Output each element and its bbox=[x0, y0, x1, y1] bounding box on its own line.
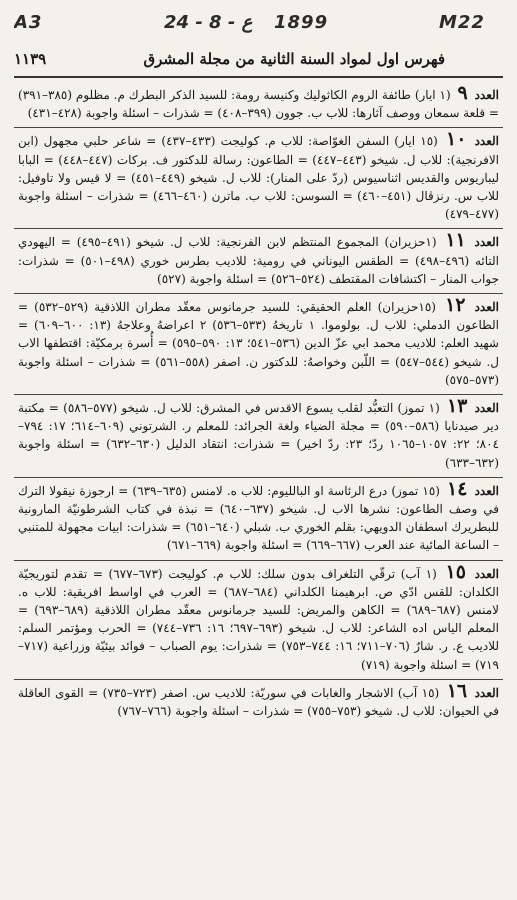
entry-text: (١٥ آب) الاشجار والغابات في سوريّة: للاديب س. اصفر (٧٢٣–٧٣٥) = القوى العاقلة في الحيوان: للاب ل. شيخو (٧٥٣–٧٥٥) = شذرات – اسئلة واجوبة (٧٦٦–٧٦٧) bbox=[18, 685, 499, 719]
index-entry bbox=[14, 477, 503, 561]
entry-label: العدد bbox=[474, 566, 499, 581]
entry-number: ١١ bbox=[445, 229, 466, 252]
entry-label: العدد bbox=[474, 685, 499, 700]
entry-text: (١حزيران) المجموع المنتظم لابن الفرنجية: للاب ل. شيخو (٤٩١–٤٩٥) = اليهودي التائه (٤٩٦–٤٩٨) = الطقس اليوناني في رومية: للاديب بطرس خوري (٤٩٨–٥٠١) = شذرات: جواب المنار – اكتشافات المقتطف (٥٢٤–٥٢٦) = اسئلة واجوبة (٥٢٧) bbox=[18, 235, 500, 286]
index-entries bbox=[14, 84, 503, 725]
document-page bbox=[14, 6, 503, 892]
entry-number: ٩ bbox=[457, 82, 468, 104]
entry-number: ١٣ bbox=[446, 395, 468, 418]
entry-label: العدد bbox=[474, 483, 499, 498]
handwritten-annotations bbox=[14, 6, 503, 46]
handwritten-left-mark: A3 bbox=[14, 12, 43, 33]
entry-label: العدد bbox=[474, 134, 499, 149]
page-number: ١١٣٩ bbox=[14, 50, 47, 68]
entry-number: ١٠ bbox=[445, 128, 467, 151]
entry-number: ١٢ bbox=[445, 294, 466, 317]
handwritten-right-mark: M22 bbox=[439, 12, 485, 33]
page-title: فهرس اول لمواد السنة الثانية من مجلة المشرق bbox=[143, 50, 445, 68]
entry-text: (١ آب) ترقّي التلغراف بدون سلك: للاب م. كوليجت (٦٧٣–٦٧٧) = تقدم لتوريجيّة الكلدان: للقس ادّي ص. ابرهيمنا الكلداني (٦٨٤–٦٨٧) = العرب في اواسط افريقية: للاب ه. لامنس (٦٨٧–٦٨٩) = الكاهن والمريض: للسيد جرمانوس معقّد مطران اللاذقية (٦٨٩–٦٩٣) = المعلم الياس اده الشاعر: للاب ل. شيخو (٦٩٣–٦٩٧؛ ١٦: ٧٣٦–٧٤٤) = الحرب ومؤتمر السلم: للاديب ع. ر. شارٌ (٧٠٦–٧١١؛ ١٦: ٧٤٤–٧٥٣) = شذرات: يوم الصباب – فوائد بيئيّة وزراعية (٧١٧–٧١٩) = اسئلة واجوبة (٧١٩) bbox=[18, 566, 500, 672]
entry-text: (١ تموز) التعبُّد لقلب يسوع الاقدس في المشرق: للاب ل. شيخو (٥٧٧–٥٨٦) = مكتبة دير صيدنايا (٥٨٦–٥٩٠) = مجلة الضياء ولغة الجرائد: للمعلم ر. الشرتوني (٦٠٩–٦١٤؛ ١٧: ٧٩٤–٨٠٤؛ ٢٢: ١٠٥٧–١٠٦٥ ردّ؛ ٢٣: ردّ اخير) = شذرات: انتقاد الدليل (٦٣٠–٦٣٢) = اسئلة واجوبة (٦٣٢–٦٣٣) bbox=[18, 401, 500, 470]
entry-text: (١ ايار) طائفة الروم الكاثوليك وكنيسة رومة: للسيد الذكر البطرك م. مظلوم (٣٨٥–٣٩١) = قلعة سمعان ووصف آثارها: للاب ب. جوون (٣٩٩–٤٠٨) = شذرات – اسئلة واجوبة (٤٢٨–٤٣١) bbox=[18, 88, 499, 121]
index-entry bbox=[14, 84, 503, 128]
index-entry bbox=[14, 231, 503, 294]
index-entry bbox=[14, 130, 503, 229]
entry-label: العدد bbox=[474, 300, 499, 315]
entry-text: (١٥ ايار) السفن الغوّاصة: للاب م. كوليجت (٤٣٣–٤٣٧) = شاعر حلبي مجهول (ابن الافرنجية): للاب ل. شيخو (٤٤٣–٤٤٧) = الطاعون: رسالة للدكتور ف. بركات (٤٤٧–٤٤٨) = البابا ليباريوس والقديس اثناسيوس (ردّ على المنار): للاب ل. شيخو (٤٤٩–٤٥١) = لا قيس ولا تاوفيل: للاب س. رنزڤال (٤٥١–٤٦٠) = السوسن: للاب ب. ماترن (٤٦٠–٤٦٦) = شذرات – اسئلة واجوبة (٤٧٧–٤٧٩) bbox=[18, 134, 500, 222]
index-entry bbox=[14, 296, 503, 395]
entry-number: ١٥ bbox=[445, 560, 466, 583]
entry-label: العدد bbox=[474, 235, 499, 250]
entry-number: ١٦ bbox=[446, 679, 468, 702]
index-entry bbox=[14, 560, 503, 680]
entry-label: العدد bbox=[474, 88, 499, 102]
handwritten-year-mark: 1899 bbox=[274, 12, 329, 33]
page-header bbox=[14, 46, 503, 78]
entry-text: (١٥حزيران) العلم الحقيقي: للسيد جرمانوس معقّد مطران اللاذقية (٥٢٩–٥٣٢) = الطاعون الدملي: للاب ل. بولوموا. ١ تاريخهُ (٥٣٣–٥٣٦) ٢ اعراضهُ وعلاجهُ (١٣: ٦٠٠–٦٠٩) = شهيد العلم: للاديب محمد ابي عزّ الدين (٥٣٦–٥٤١؛ ١٣: ٥٩٠–٥٩٥) = أُسرة برمكيّة: اقتطفها الاب ل. شيخو (٥٤٤–٥٤٧) = اللّبن وخواصهُ: للدكتور ن. اصفر (٥٥٨–٥٦١) = شذرات – اسئلة واجوبة (٥٧٣–٥٧٥) bbox=[18, 300, 499, 387]
index-entry bbox=[14, 679, 503, 725]
entry-number: ١٤ bbox=[447, 477, 468, 500]
entry-text: (١٥ تموز) درع الرئاسة او البالليوم: للاب ه. لامنس (٦٣٥–٦٣٩) = ارجوزة نيقولا الترك في وصف الطاعون: نشرها الاب ل. شيخو (٦٣٧–٦٤٠) = نبذة في كتاب الشرطونيّة المارونية للبطريرك اسطفان الدويهي: بقلم الخوري ب. شبلي (٦٤٠–٦٥١) = شذرات: ابيات مجهولة للمتنبي – الساعة المائية عند العرب (٦٦٧–٦٦٩) = اسئلة واجوبة (٦٦٩–٦٧١) bbox=[18, 483, 500, 553]
handwritten-date-mark: 24 - 8 - ع bbox=[164, 12, 253, 33]
index-entry bbox=[14, 397, 503, 478]
entry-label: العدد bbox=[474, 401, 499, 416]
